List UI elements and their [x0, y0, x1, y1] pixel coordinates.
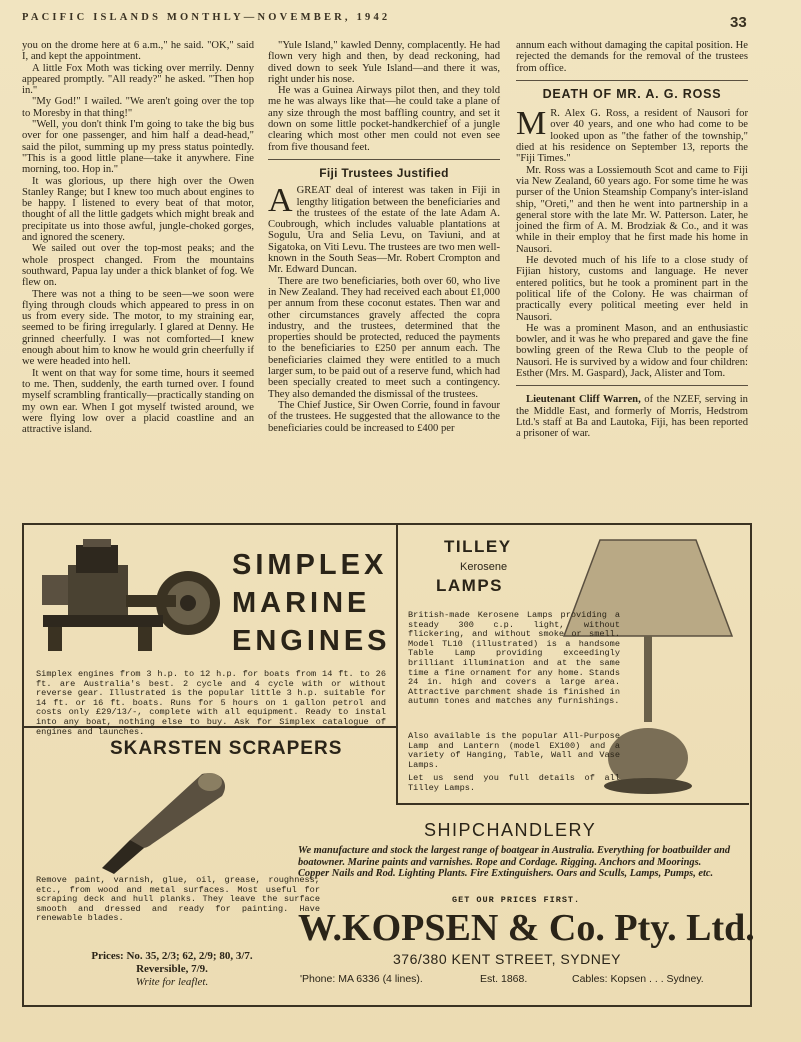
column-1 — [22, 40, 254, 435]
tilley-title: TILLEY — [444, 537, 512, 556]
cables: Cables: Kopsen . . . Sydney. — [572, 973, 704, 985]
paragraph: you on the drome here at 6 a.m.," he said. "OK," said I, and kept the appointment. — [22, 40, 254, 63]
paragraph: "Yule Island," kawled Denny, complacently. He had flown very high and then, by dead reckoning, had dived down to seek Yule Island—and there it was, right under his nose. — [268, 40, 500, 85]
simplex-title: SIMPLEX MARINE ENGINES — [232, 549, 391, 657]
paragraph: We sailed out over the top-most peaks; and the whole prospect changed. From the mountains southward, Papua lay under a thick blanket of fog. We flew on. — [22, 243, 254, 289]
column-3 — [516, 40, 748, 440]
shipchandlery-title: SHIPCHANDLERY — [424, 820, 597, 840]
paragraph: It went on that way for some time, hours it seemed to me. Then, suddenly, the earth turned over. I found myself scrambling frantically—practically standing on my own ear. When I got myself twisted around, we were flying low over a placid coastline and an attractive island. — [22, 367, 254, 436]
skarsten-description: Remove paint, varnish, glue, oil, grease, roughness, etc., from wood and metal surfaces. Most useful for scraping deck and hull planks. They leave the surface smooth and dressed and ready for painting. Have renewable blades. — [36, 875, 320, 924]
paragraph: He was a prominent Mason, and an enthusiastic bowler, and it was he who prepared and gave the fine bowling green of the Rewa Club to the people of Nausori. He is survived by a widow and four children: Esther (Mrs. M. Gaspard), Jack, Alister and Tom. — [516, 322, 748, 380]
scraper-illustration — [82, 766, 232, 878]
divider — [516, 80, 748, 81]
get-prices-line: GET OUR PRICES FIRST. — [452, 895, 581, 905]
drop-cap: A — [268, 182, 293, 220]
paragraph: He was a Guinea Airways pilot then, and they told me he was always like that—he could take a plane of any size through the most baffling country, and set it down on some little pocket-handkerchief of a jungle clearing which most other men could not even see from five thousand feet. — [268, 85, 500, 153]
paragraph: There are two beneficiaries, both over 60, who live in New Zealand. They had received each about £1,000 per annum from these coconut estates. Then war and other circumstances gravely affected the copra industry, and the trustees, determined that the properties should be protected, reduced the payments to the beneficiaries to £250 per annum each. The beneficiaries claimed they were entitled to a much larger sum, to be paid out of a reserve fund, which had been specially created to meet such a contingency. They also demanded the dismissal of the trustees. — [268, 275, 500, 400]
divider — [396, 525, 398, 803]
tilley-description-3: Let us send you full details of all Tilley Lamps. — [408, 773, 620, 793]
paragraph: M R. Alex G. Ross, a resident of Nausori for over 40 years, and one who had come to be looked upon as "the father of the township," died at his residence on September 13, reports the "Fiji Times." — [516, 105, 748, 165]
paragraph: Lieutenant Cliff Warren, of the NZEF, serving in the Middle East, and formerly of Morris, Hedstrom Ltd.'s staff at Ba and Lautoka, Fiji, has been reported a prisoner of war. — [516, 394, 748, 440]
divider — [268, 159, 500, 160]
paragraph: AGREAT deal of interest was taken in Fiji in lengthy litigation between the beneficiaries and the trustees of the estate of the late Adam A. Coubrough, which includes valuable plantations at Sogulu, Ura and Selia Levu, on Taviuni, and at Sigatoka, on Viti Levu. The trustees are two men well-known in the South Seas—Mr. Robert Crompton and Mr. Edward Duncan. — [268, 182, 500, 276]
divider — [516, 385, 748, 386]
article-heading-ross: DEATH OF MR. A. G. ROSS — [542, 86, 722, 101]
company-address: 376/380 KENT STREET, SYDNEY — [393, 951, 621, 967]
established: Est. 1868. — [480, 973, 528, 985]
phone-number: 'Phone: MA 6336 (4 lines). — [300, 973, 423, 985]
tilley-lamps-title: LAMPS — [436, 576, 503, 595]
skarsten-title: SKARSTEN SCRAPERS — [110, 738, 343, 759]
paragraph: It was glorious, up there high over the Owen Stanley Range; but I knew too much about engines to be happy. I listened to every beat of that motor, thought of all the little gadgets which might break and precipitate us into those awful, jungle-choked gorges, and ignored the scenery. — [22, 175, 254, 244]
paragraph: "My God!" I wailed. "We aren't going over the top to Moresby in that thing!" — [22, 96, 254, 119]
paragraph: A little Fox Moth was ticking over merrily. Denny appeared promptly. "All ready?" he asked. "Then hop in." — [22, 62, 254, 97]
drop-cap: M — [516, 105, 547, 143]
column-2 — [268, 40, 500, 434]
divider — [396, 803, 749, 805]
paragraph: "Well, you don't think I'm going to take the big bus over for one passenger, and him half a dead-head," said the pilot, summing up my press status pointedly. "This is a good little plane—take it anywhere. Fine morning, too. Hop in." — [22, 119, 254, 176]
running-header: PACIFIC ISLANDS MONTHLY—NOVEMBER, 1942 — [22, 12, 391, 23]
paragraph: Mr. Ross was a Lossiemouth Scot and came to Fiji via New Zealand, 60 years ago. For some time he was purser of the Union Steamship Company's inter-island ship, "Oreti," and then he went into partnership in a general store with the late Mr. W. Patterson. Later, he joined the firm of A. M. Brodziak & Co., and it was while in their employ that he first made his home in Nausori. — [516, 164, 748, 255]
tilley-description-2: Also available is the popular All-Purpose Lamp and Lantern (model EX100) and a variety of Hanging, Table, Wall and Vase Lamps. — [408, 731, 620, 770]
tilley-subtitle: Kerosene — [460, 561, 508, 573]
marine-engine-illustration — [38, 535, 230, 663]
tilley-description: British-made Kerosene Lamps providing a steady 300 c.p. light, without flickering, and without smoke or smell. Model TL10 (illustrated) is a handsome Table Lamp providing exceedingly brilliant illumination and at the same time a fine ornament for any home. Stands 24 in. high and covers a large area. Attractive parchment shade is finished in autumn tones and matches any furnishings. — [408, 610, 620, 707]
paragraph: There was not a thing to be seen—we soon were flying through clouds which appeared to press in on us from every side. The motor, to my straining ear, seemed to be firing irregularly. I glared at Denny. He grinned cheerfully. I was not comforted—I knew enough about him to know he would grin cheerfully if we were headed into hell. — [22, 288, 254, 368]
paragraph: annum each without damaging the capital position. He rejected the demands for the removal of the trustees from office. — [516, 40, 748, 74]
simplex-description: Simplex engines from 3 h.p. to 12 h.p. for boats from 14 ft. to 26 ft. are Australia's best. 2 cycle and 4 cycle with or without reverse gear. Illustrated is the popular little 3 h.p. suitable for 14 ft. or 16 ft. boats. Runs for 5 hours on 1 gallon petrol and costs only £29/13/-, complete with all equipment. Ready to instal into any boat, nothing else to buy. Ask for Simplex catalogue of engines and launches. — [36, 669, 386, 737]
paragraph: The Chief Justice, Sir Owen Corrie, found in favour of the trustees. He suggested that the allowance to the beneficiaries could be increased to £400 per — [268, 399, 500, 434]
article-heading-fiji: Fiji Trustees Justified — [319, 165, 449, 180]
paragraph: He devoted much of his life to a close study of Fijian history, customs and language. He never entered politics, but he took a prominent part in the political life of the Colony. He was chairman of practically every political meeting ever held in Nausori. — [516, 255, 748, 323]
company-name: W.KOPSEN & Co. Pty. Ltd. — [298, 907, 755, 949]
page-number: 33 — [730, 14, 747, 31]
shipchandlery-description: We manufacture and stock the largest range of boatgear in Australia. Everything for boatbuilder and boatowner. Marine paints and varnishes. Rope and Cordage. Rigging. Anchors and Moorings. Copper Nails and Rod. Lighting Plants. Fire Extinguishers. Oars and Sculls, Lamps, Pumps, etc. — [298, 845, 731, 880]
skarsten-prices: Prices: No. 35, 2/3; 62, 2/9; 80, 3/7. Reversible, 7/9. Write for leaflet. — [91, 950, 253, 988]
